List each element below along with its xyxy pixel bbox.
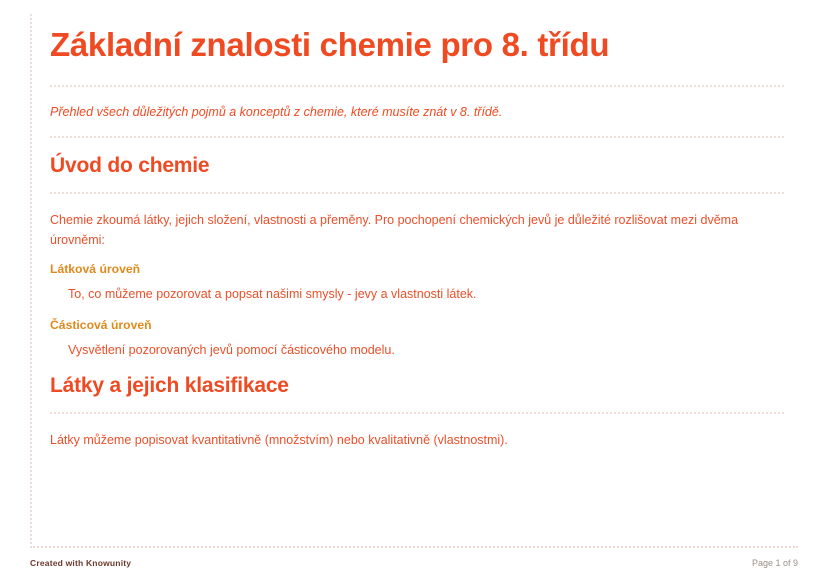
document-subtitle: Přehled všech důležitých pojmů a konceptů z chemie, které musíte znát v 8. třídě. [50,104,503,119]
section-klasifikace-divider [50,412,784,414]
page-footer [0,546,828,586]
section-intro-divider [50,192,784,194]
footer-page-number: Page 1 of 9 [751,558,798,568]
left-margin-rule [30,14,32,548]
subtitle-divider [50,136,784,138]
term-label-casticova-uroven: Částicová úroveň [50,318,152,333]
section-klasifikace-paragraph: Látky můžeme popisovat kvantitativně (množstvím) nebo kvalitativně (vlastnostmi). [50,433,508,448]
term-definition-casticova-uroven: Vysvětlení pozorovaných jevů pomocí částicového modelu. [68,343,395,358]
footer-credit: Created with Knowunity [30,558,132,568]
title-divider [50,85,784,87]
page-title: Základní znalosti chemie pro 8. třídu [50,26,610,63]
term-label-latkova-uroven: Látková úroveň [50,262,141,277]
term-definition-latkova-uroven: To, co můžeme pozorovat a popsat našimi smysly - jevy a vlastnosti látek. [68,287,477,302]
footer-divider [30,546,798,548]
section-heading-klasifikace: Látky a jejich klasifikace [50,374,289,398]
section-heading-intro: Úvod do chemie [50,153,210,177]
document-content [50,26,784,462]
section-intro-paragraph: Chemie zkoumá látky, jejich složení, vlastnosti a přeměny. Pro pochopení chemických jevů je důležité rozlišovat mezi dvěma úrovněmi: [50,212,739,247]
